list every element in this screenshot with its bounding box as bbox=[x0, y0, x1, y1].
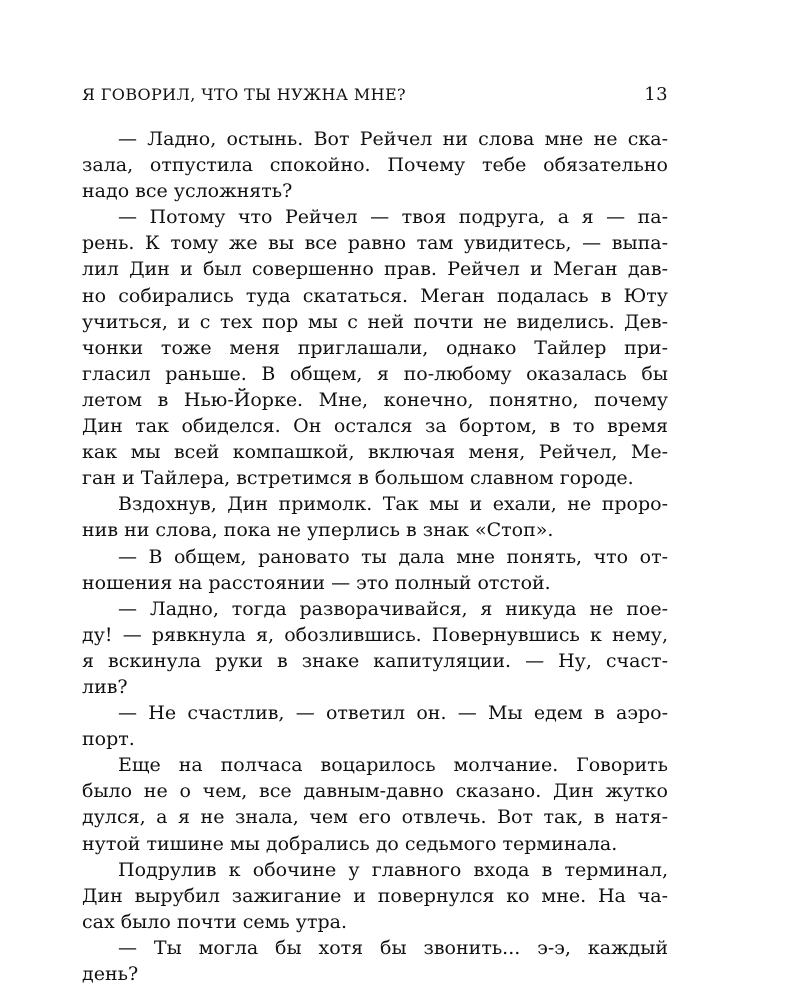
text-line: летом в Нью-Йорке. Мне, конечно, понятно, почему bbox=[82, 388, 668, 411]
paragraph bbox=[82, 491, 668, 543]
text-line: рень. К тому же вы все равно там увидитесь, — выпа- bbox=[82, 232, 668, 255]
text-line: — Ладно, остынь. Вот Рейчел ни слова мне не ска- bbox=[118, 128, 668, 150]
text-line: чонки тоже меня приглашали, однако Тайлер при- bbox=[82, 336, 668, 359]
text-line: зала, отпустила спокойно. Почему тебе обязательно bbox=[82, 154, 668, 177]
paragraph bbox=[82, 700, 668, 752]
paragraph bbox=[82, 126, 668, 204]
book-page bbox=[82, 84, 668, 987]
text-line: ношения на расстоянии — это полный отстой. bbox=[82, 571, 551, 594]
page-number: 13 bbox=[644, 84, 668, 105]
text-line: лил Дин и был совершенно прав. Рейчел и Меган дав- bbox=[82, 258, 668, 281]
text-line: нутой тишине мы добрались до седьмого терминала. bbox=[82, 832, 618, 855]
text-line: день? bbox=[82, 963, 139, 985]
text-line: — Ладно, тогда разворачивайся, я никуда не пое- bbox=[118, 597, 668, 620]
text-line: Дин вырубил зажигание и повернулся ко мне. На ча- bbox=[82, 884, 668, 907]
text-line: — В общем, рановато ты дала мне понять, что от- bbox=[118, 545, 668, 568]
text-line: нив ни слова, пока не уперлись в знак «Стоп». bbox=[82, 519, 554, 542]
text-line: ду! — рявкнула я, обозлившись. Повернувшись к нему, bbox=[82, 623, 668, 646]
text-line: как мы всей компашкой, включая меня, Рейчел, Ме- bbox=[82, 441, 668, 464]
text-line: Дин так обиделся. Он остался за бортом, в то время bbox=[82, 415, 668, 438]
running-title: Я ГОВОРИЛ, ЧТО ТЫ НУЖНА МНЕ? bbox=[82, 85, 407, 104]
text-line: сах было почти семь утра. bbox=[82, 910, 347, 933]
text-line: Вздохнув, Дин примолк. Так мы и ехали, не проро- bbox=[118, 493, 668, 516]
text-line: надо все усложнять? bbox=[82, 180, 293, 203]
text-line: Еще на полчаса воцарилось молчание. Говорить bbox=[118, 754, 668, 777]
paragraph bbox=[82, 544, 668, 596]
paragraph bbox=[82, 935, 668, 987]
text-line: — Не счастлив, — ответил он. — Мы едем в аэро- bbox=[118, 702, 668, 725]
text-line: было не о чем, все давным-давно сказано. Дин жутко bbox=[82, 780, 668, 803]
text-line: Подрулив к обочине у главного входа в терминал, bbox=[118, 858, 668, 881]
text-line: — Потому что Рейчел — твоя подруга, а я — па- bbox=[118, 206, 668, 229]
text-line: — Ты могла бы хотя бы звонить... э-э, каждый bbox=[118, 936, 668, 959]
paragraph bbox=[82, 752, 668, 856]
paragraph bbox=[82, 204, 668, 491]
text-line: дулся, а я не знала, чем его отвлечь. Вот так, в натя- bbox=[82, 806, 668, 829]
text-line: гласил раньше. В общем, я по-любому оказалась бы bbox=[82, 362, 668, 385]
text-line: лив? bbox=[82, 675, 128, 698]
text-line: порт. bbox=[82, 728, 135, 751]
text-line: ган и Тайлера, встретимся в большом славном городе. bbox=[82, 467, 634, 490]
text-line: учиться, и с тех пор мы с ней почти не виделись. Дев- bbox=[82, 310, 668, 333]
paragraph bbox=[82, 596, 668, 700]
paragraph bbox=[82, 857, 668, 935]
text-line: я вскинула руки в знаке капитуляции. — Ну, счаст- bbox=[82, 649, 668, 672]
running-header bbox=[82, 84, 668, 116]
text-line: но собирались туда скататься. Меган подалась в Юту bbox=[82, 284, 668, 307]
body-text bbox=[82, 126, 668, 987]
